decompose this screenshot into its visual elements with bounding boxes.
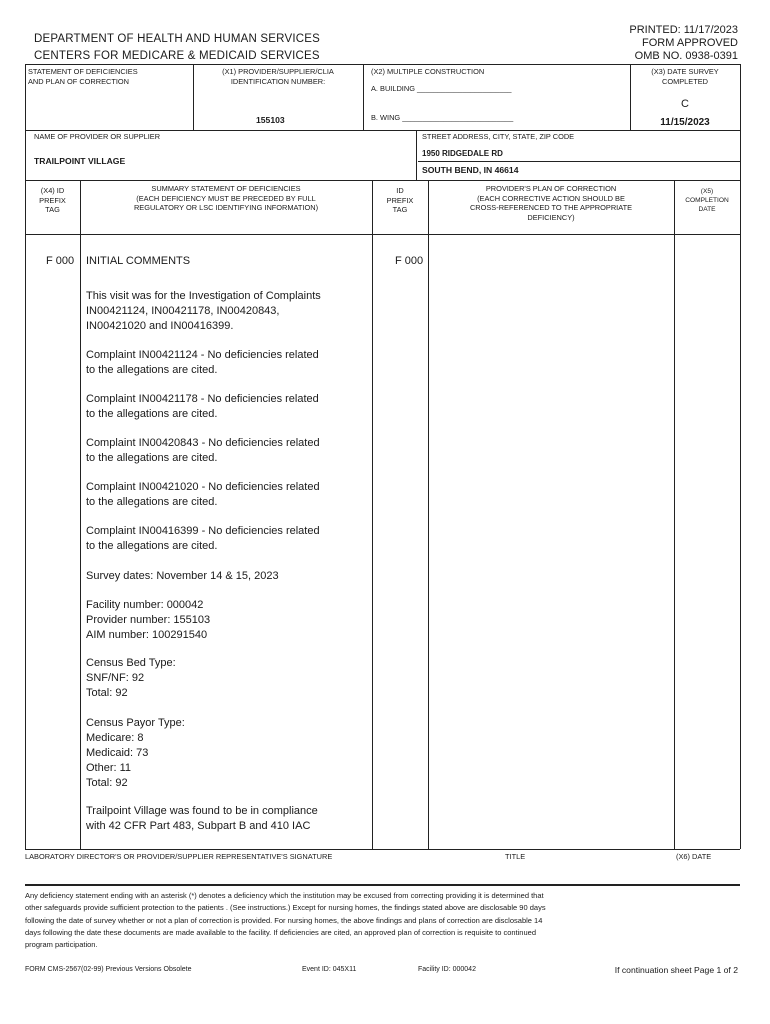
col-divider-plan (674, 180, 675, 849)
printed-date: PRINTED: 11/17/2023 (629, 24, 738, 36)
left-border (25, 64, 26, 849)
x2-building: A. BUILDING _______________________ (371, 84, 512, 93)
signature-label: LABORATORY DIRECTOR'S OR PROVIDER/SUPPLIER REPRESENTATIVE'S SIGNATURE (25, 852, 333, 861)
survey-completed-date: 11/15/2023 (660, 117, 710, 128)
address-divider (418, 161, 740, 162)
address-label: STREET ADDRESS, CITY, STATE, ZIP CODE (422, 132, 575, 141)
summary-header: SUMMARY STATEMENT OF DEFICIENCIES (EACH DEFICIENCY MUST BE PRECEDED BY FULL REGULATORY OR LSC IDENTIFYING INFORMATION) (133, 184, 319, 213)
form-approved: FORM APPROVED (642, 37, 738, 49)
statement-label: STATEMENT OF DEFICIENCIES AND PLAN OF CORRECTION (28, 67, 138, 86)
survey-code: C (681, 98, 689, 110)
paragraph-census-bed: Census Bed Type: SNF/NF: 92 Total: 92 (86, 657, 176, 699)
paragraph-complaint-1: Complaint IN00421124 - No deficiencies related to the allegations are cited. (86, 349, 319, 376)
paragraph-census-payor: Census Payor Type: Medicare: 8 Medicaid: 73 Other: 11 Total: 92 (86, 717, 185, 789)
body-bottom (25, 849, 740, 850)
paragraph-compliance: Trailpoint Village was found to be in compliance with 42 CFR Part 483, Subpart B and 410 IAC (86, 805, 318, 832)
form-number: FORM CMS-2567(02-99) Previous Versions Obsolete (25, 966, 192, 973)
x2-wing: B. WING ___________________________ (371, 113, 514, 122)
facility-id: Facility ID: 000042 (418, 966, 476, 973)
x3-label: (X3) DATE SURVEY COMPLETED (651, 67, 719, 86)
deficiency-footnote: Any deficiency statement ending with an asterisk (*) denotes a deficiency which the institution may be excused from correcting providing it is determined that other safeguards provide sufficient protection to the patients . (See instructions.) Except for nursing homes, the findings stated above are disclosable 90 days following the date of survey whether or not a plan of correction is provided. For nursing homes, the above findings and plans of correction are disclosable 14 days following the date these documents are made available to the facility. If deficiencies are cited, an approved plan of correction is requisite to continued program participation. (25, 891, 546, 950)
agency-title: CENTERS FOR MEDICARE & MEDICAID SERVICES (34, 50, 320, 62)
department-title: DEPARTMENT OF HEALTH AND HUMAN SERVICES (34, 33, 320, 45)
provider-name-label: NAME OF PROVIDER OR SUPPLIER (34, 132, 161, 141)
box2-bottom (25, 180, 740, 181)
box1-bottom (25, 130, 740, 131)
paragraph-survey-dates: Survey dates: November 14 & 15, 2023 (86, 570, 279, 582)
signature-title-label: TITLE (505, 852, 526, 861)
provider-number: 155103 (256, 115, 285, 125)
column-header-bottom (25, 234, 740, 235)
paragraph-complaint-4: Complaint IN00421020 - No deficiencies related to the allegations are cited. (86, 481, 320, 508)
prefix-tag-right: F 000 (395, 255, 424, 267)
box2-divider (416, 130, 417, 180)
paragraph-complaint-2: Complaint IN00421178 - No deficiencies related to the allegations are cited. (86, 393, 319, 420)
x2-label: (X2) MULTIPLE CONSTRUCTION (371, 67, 485, 76)
col-divider-id (428, 180, 429, 849)
x5-header: (X5) COMPLETION DATE (685, 188, 729, 213)
address-street: 1950 RIDGEDALE RD (422, 149, 503, 158)
id-header: ID PREFIX TAG (386, 186, 414, 215)
x1-label: (X1) PROVIDER/SUPPLIER/CLIA IDENTIFICATION NUMBER: (222, 67, 334, 86)
event-id: Event ID: 045X11 (302, 966, 357, 973)
top-border (25, 64, 740, 65)
plan-header: PROVIDER'S PLAN OF CORRECTION (EACH CORRECTIVE ACTION SHOULD BE CROSS-REFERENCED TO THE APPROPRIATE DEFICIENCY) (469, 184, 633, 222)
paragraph-facility-info: Facility number: 000042 Provider number: 155103 AIM number: 100291540 (86, 599, 211, 641)
right-border (740, 64, 741, 849)
paragraph-investigation: This visit was for the Investigation of Complaints IN00421124, IN00421178, IN00420843, IN00421020 and IN00416399. (86, 290, 321, 332)
omb-number: OMB NO. 0938-0391 (634, 50, 738, 62)
signature-rule (25, 884, 740, 886)
paragraph-complaint-5: Complaint IN00416399 - No deficiencies related to the allegations are cited. (86, 525, 320, 552)
signature-date-label: (X6) DATE (676, 852, 712, 861)
page-indicator: If continuation sheet Page 1 of 2 (614, 965, 738, 975)
x4-header: (X4) ID PREFIX TAG (39, 186, 66, 215)
paragraph-complaint-3: Complaint IN00420843 - No deficiencies related to the allegations are cited. (86, 437, 320, 464)
prefix-tag-left: F 000 (46, 255, 75, 267)
provider-name: TRAILPOINT VILLAGE (34, 156, 126, 166)
box1-divider-2 (363, 64, 364, 130)
col-divider-x4 (80, 180, 81, 849)
address-city: SOUTH BEND, IN 46614 (422, 165, 519, 175)
entry-heading: INITIAL COMMENTS (86, 255, 191, 267)
